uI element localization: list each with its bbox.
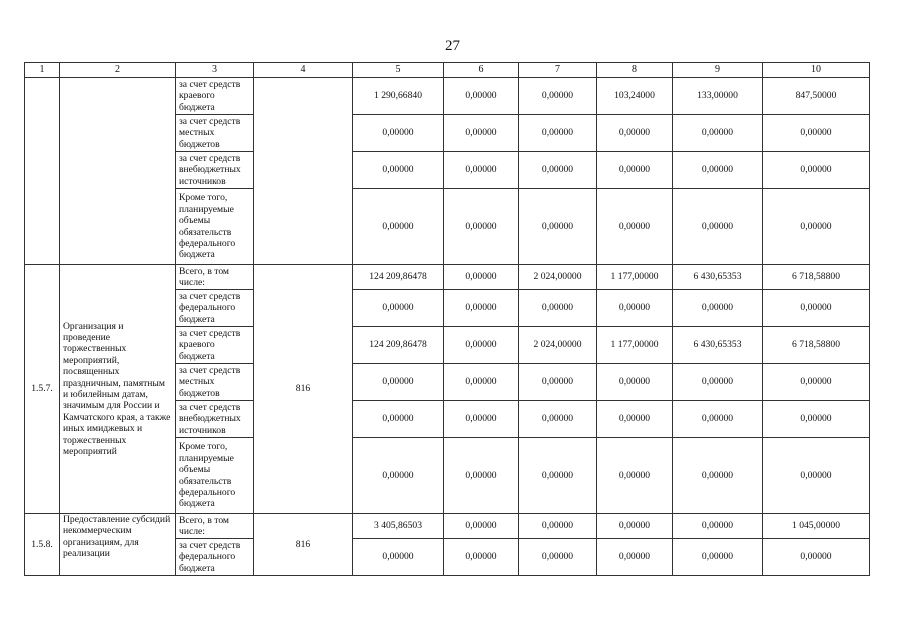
item-name: Предоставление субсидий некоммерческим организациям, для реализации <box>60 514 176 576</box>
value-cell: 0,00000 <box>673 401 763 438</box>
value-cell: 6 430,65353 <box>673 327 763 364</box>
value-cell: 847,50000 <box>763 78 870 115</box>
value-cell: 6 430,65353 <box>673 265 763 290</box>
column-header: 8 <box>597 63 673 78</box>
value-cell: 0,00000 <box>519 115 597 152</box>
value-cell: 0,00000 <box>353 152 444 189</box>
value-cell: 0,00000 <box>673 539 763 576</box>
table-row <box>25 514 870 539</box>
value-cell: 0,00000 <box>597 364 673 401</box>
funding-source: Кроме того, планируемые объемы обязательств федерального бюджета <box>176 438 254 514</box>
value-cell: 0,00000 <box>519 78 597 115</box>
value-cell: 0,00000 <box>673 115 763 152</box>
value-cell: 1 177,00000 <box>597 327 673 364</box>
value-cell: 0,00000 <box>353 364 444 401</box>
value-cell: 0,00000 <box>353 189 444 265</box>
value-cell: 2 024,00000 <box>519 327 597 364</box>
value-cell: 0,00000 <box>444 290 519 327</box>
value-cell: 0,00000 <box>444 438 519 514</box>
value-cell: 0,00000 <box>597 514 673 539</box>
value-cell: 0,00000 <box>519 189 597 265</box>
value-cell: 0,00000 <box>597 189 673 265</box>
value-cell: 0,00000 <box>673 438 763 514</box>
value-cell: 1 177,00000 <box>597 265 673 290</box>
funding-source: за счет средств краевого бюджета <box>176 327 254 364</box>
column-header: 9 <box>673 63 763 78</box>
value-cell: 0,00000 <box>519 539 597 576</box>
funding-source: за счет средств местных бюджетов <box>176 115 254 152</box>
funding-source: за счет средств внебюджетных источников <box>176 152 254 189</box>
value-cell: 0,00000 <box>519 290 597 327</box>
value-cell: 0,00000 <box>353 438 444 514</box>
value-cell: 0,00000 <box>444 539 519 576</box>
funding-source: за счет средств федерального бюджета <box>176 290 254 327</box>
value-cell: 0,00000 <box>597 115 673 152</box>
value-cell: 0,00000 <box>763 152 870 189</box>
item-name-empty <box>60 78 176 265</box>
value-cell: 0,00000 <box>673 364 763 401</box>
value-cell: 0,00000 <box>519 438 597 514</box>
value-cell: 0,00000 <box>444 115 519 152</box>
value-cell: 0,00000 <box>763 290 870 327</box>
value-cell: 0,00000 <box>444 364 519 401</box>
budget-code-empty <box>254 78 353 265</box>
value-cell: 0,00000 <box>597 290 673 327</box>
value-cell: 133,00000 <box>673 78 763 115</box>
value-cell: 0,00000 <box>597 438 673 514</box>
value-cell: 0,00000 <box>519 514 597 539</box>
column-header: 4 <box>254 63 353 78</box>
column-header: 2 <box>60 63 176 78</box>
value-cell: 0,00000 <box>444 265 519 290</box>
value-cell: 0,00000 <box>519 152 597 189</box>
page-number: 27 <box>445 38 460 54</box>
value-cell: 0,00000 <box>597 401 673 438</box>
funding-source: за счет средств местных бюджетов <box>176 364 254 401</box>
funding-source: Всего, в том числе: <box>176 514 254 539</box>
column-header: 1 <box>25 63 60 78</box>
value-cell: 0,00000 <box>444 327 519 364</box>
value-cell: 0,00000 <box>353 290 444 327</box>
value-cell: 0,00000 <box>763 364 870 401</box>
column-header: 5 <box>353 63 444 78</box>
column-header: 3 <box>176 63 254 78</box>
column-header: 10 <box>763 63 870 78</box>
value-cell: 1 045,00000 <box>763 514 870 539</box>
value-cell: 0,00000 <box>673 290 763 327</box>
column-header: 6 <box>444 63 519 78</box>
funding-source: Всего, в том числе: <box>176 265 254 290</box>
value-cell: 0,00000 <box>353 401 444 438</box>
funding-source: Кроме того, планируемые объемы обязательств федерального бюджета <box>176 189 254 265</box>
value-cell: 0,00000 <box>353 539 444 576</box>
value-cell: 0,00000 <box>444 514 519 539</box>
item-name: Организация и проведение торжественных мероприятий, посвященных праздничным, памятным и юбилейным датам, значимым для России и Камчатского края, а также иных имиджевых и торжественных мероприятий <box>60 265 176 514</box>
item-index: 1.5.8. <box>25 514 60 576</box>
value-cell: 0,00000 <box>763 189 870 265</box>
value-cell: 6 718,58800 <box>763 327 870 364</box>
column-header: 7 <box>519 63 597 78</box>
value-cell: 0,00000 <box>597 539 673 576</box>
value-cell: 0,00000 <box>444 152 519 189</box>
value-cell: 0,00000 <box>444 401 519 438</box>
value-cell: 124 209,86478 <box>353 265 444 290</box>
value-cell: 103,24000 <box>597 78 673 115</box>
value-cell: 0,00000 <box>673 514 763 539</box>
budget-table <box>24 62 870 576</box>
table-row <box>25 78 870 115</box>
funding-source: за счет средств краевого бюджета <box>176 78 254 115</box>
value-cell: 2 024,00000 <box>519 265 597 290</box>
value-cell: 0,00000 <box>763 401 870 438</box>
value-cell: 0,00000 <box>444 78 519 115</box>
column-header-row <box>25 63 870 78</box>
value-cell: 0,00000 <box>763 438 870 514</box>
table-row <box>25 265 870 290</box>
funding-source: за счет средств внебюджетных источников <box>176 401 254 438</box>
value-cell: 1 290,66840 <box>353 78 444 115</box>
value-cell: 3 405,86503 <box>353 514 444 539</box>
value-cell: 6 718,58800 <box>763 265 870 290</box>
value-cell: 0,00000 <box>763 539 870 576</box>
value-cell: 0,00000 <box>673 152 763 189</box>
value-cell: 0,00000 <box>353 115 444 152</box>
budget-code: 816 <box>254 265 353 514</box>
item-index: 1.5.7. <box>25 265 60 514</box>
value-cell: 0,00000 <box>519 364 597 401</box>
value-cell: 0,00000 <box>597 152 673 189</box>
value-cell: 0,00000 <box>673 189 763 265</box>
budget-code: 816 <box>254 514 353 576</box>
value-cell: 0,00000 <box>763 115 870 152</box>
value-cell: 124 209,86478 <box>353 327 444 364</box>
funding-source: за счет средств федерального бюджета <box>176 539 254 576</box>
item-index-empty <box>25 78 60 265</box>
value-cell: 0,00000 <box>444 189 519 265</box>
value-cell: 0,00000 <box>519 401 597 438</box>
